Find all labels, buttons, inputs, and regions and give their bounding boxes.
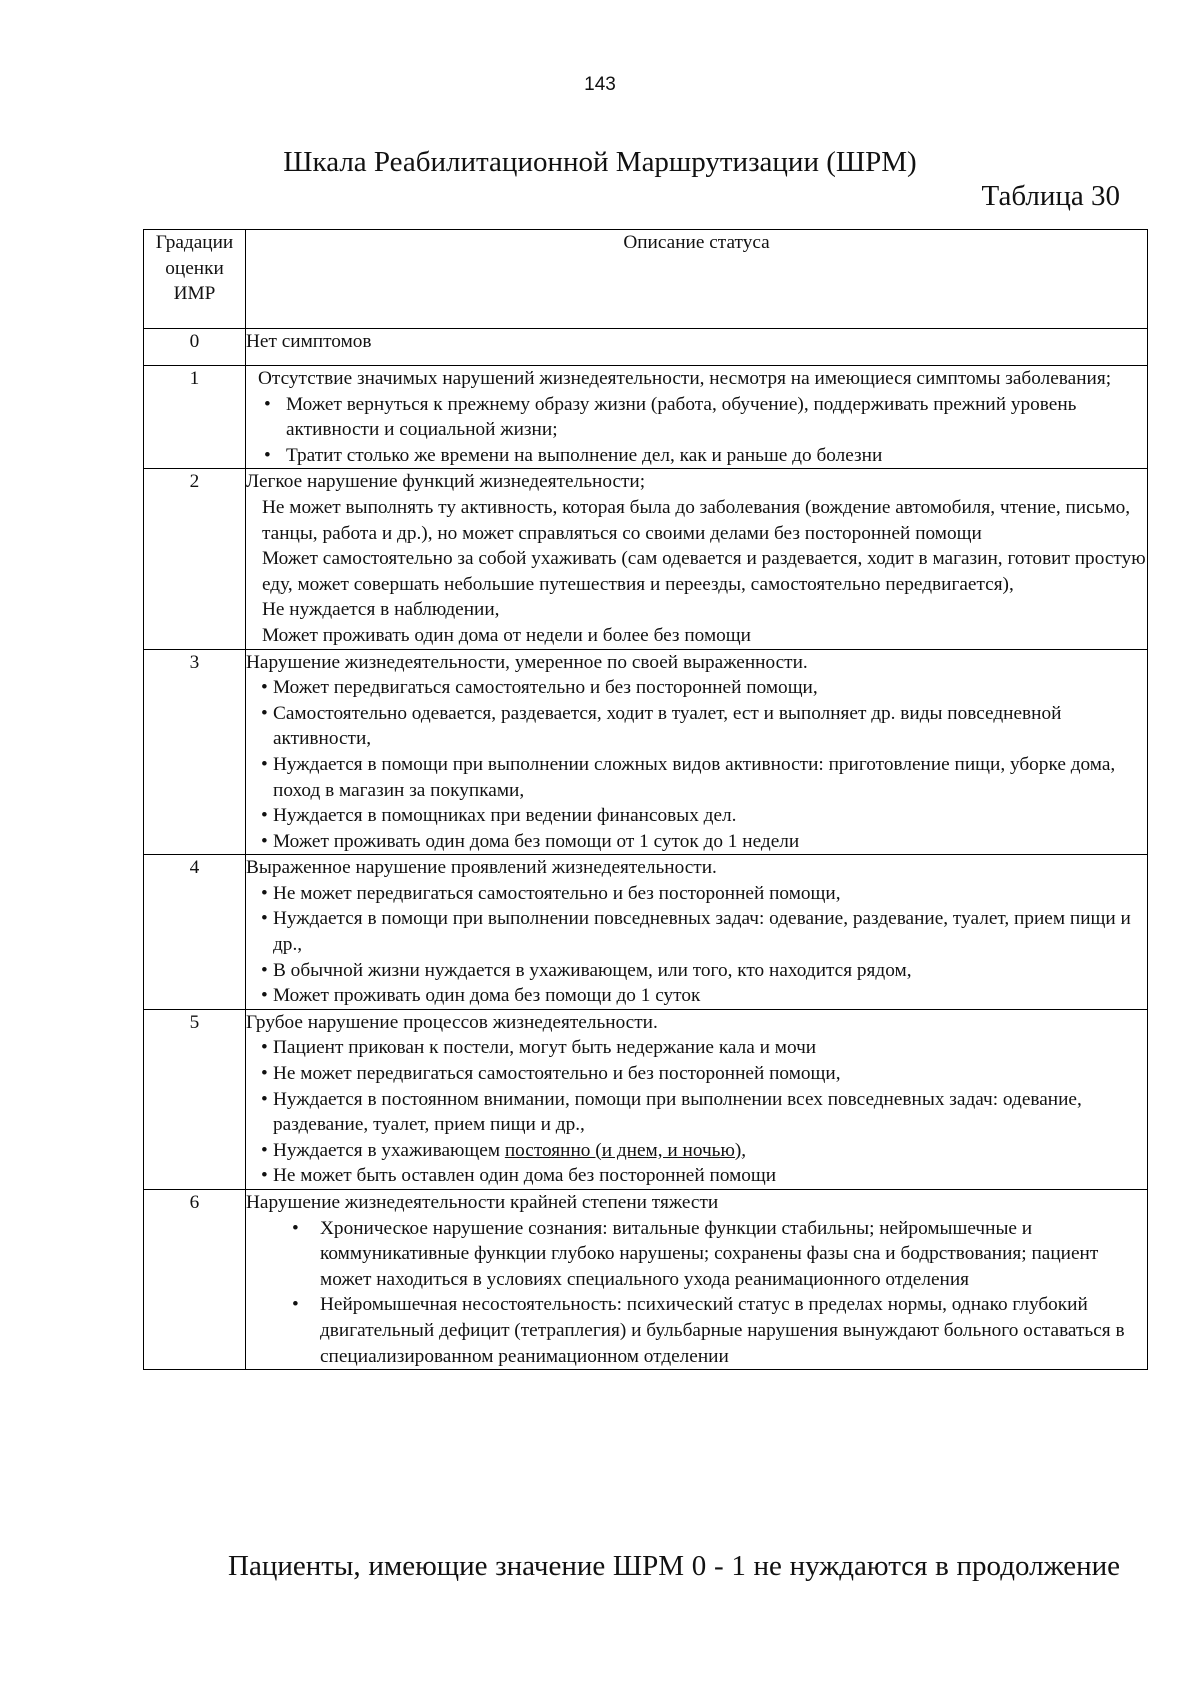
list-item: • Может проживать один дома без помощи до 1 суток xyxy=(261,983,1147,1009)
list-item-text: Нуждается в ухаживающем xyxy=(273,1139,505,1161)
grade-cell: 1 xyxy=(144,366,246,469)
description-line: Не может выполнять ту активность, которая была до заболевания (вождение автомобиля, чтение, письмо, танцы, работа и др.), но может справляться со своими делами без посторонней помощи xyxy=(262,496,1131,544)
description-cell xyxy=(246,1009,1148,1189)
description-cell xyxy=(246,1190,1148,1370)
list-item: • Может проживать один дома без помощи от 1 суток до 1 недели xyxy=(261,829,1147,855)
list-item: • Может передвигаться самостоятельно и без посторонней помощи, xyxy=(261,675,1147,701)
description-cell xyxy=(246,469,1148,649)
rehab-scale-table xyxy=(143,229,1148,1370)
list-item: • Не может передвигаться самостоятельно и без посторонней помощи, xyxy=(261,881,1147,907)
list-item: • Нуждается в помощниках при ведении финансовых дел. xyxy=(261,803,1147,829)
description-cell xyxy=(246,366,1148,469)
list-item-text: , xyxy=(741,1139,747,1161)
description-lead: Нарушение жизнедеятельности, умеренное по своей выраженности. xyxy=(246,651,808,673)
bullet-list xyxy=(246,881,1147,1009)
underlined-text: постоянно (и днем, и ночью) xyxy=(504,1139,742,1161)
table-row xyxy=(144,649,1148,855)
list-item: • Нейромышечная несостоятельность: психический статус в пределах нормы, однако глубокий двигательный дефицит (тетраплегия) и бульбарные нарушения вынуждают больного оставаться в специализированном реанимационном отделении xyxy=(292,1292,1147,1369)
table-row xyxy=(144,469,1148,649)
table-row xyxy=(144,1190,1148,1370)
list-item: • Может вернуться к прежнему образу жизни (работа, обучение), поддерживать прежний уровень активности и социальной жизни; xyxy=(258,392,1147,443)
table-row xyxy=(144,1009,1148,1189)
grade-cell: 0 xyxy=(144,329,246,366)
list-item: • Самостоятельно одевается, раздевается, ходит в туалет, ест и выполняет др. виды повседневной активности, xyxy=(261,701,1147,752)
table-row xyxy=(144,366,1148,469)
grade-cell: 6 xyxy=(144,1190,246,1370)
description-line: Нет симптомов xyxy=(246,331,372,352)
table-row xyxy=(144,329,1148,366)
grade-cell: 3 xyxy=(144,649,246,855)
list-item: • Не может быть оставлен один дома без посторонней помощи xyxy=(261,1163,1147,1189)
description-cell xyxy=(246,649,1148,855)
description-lead: Нарушение жизнедеятельности крайней степени тяжести xyxy=(246,1192,719,1213)
description-line: Не нуждается в наблюдении, xyxy=(262,599,500,621)
grade-cell: 4 xyxy=(144,855,246,1010)
list-item: • Хроническое нарушение сознания: витальные функции стабильны; нейромышечные и коммуникативные функции глубоко нарушены; сохранены фазы сна и бодрствования; пациент может находиться в условиях специального ухода реанимационного отделения xyxy=(292,1216,1147,1293)
list-item: • Не может передвигаться самостоятельно и без посторонней помощи, xyxy=(261,1061,1147,1087)
description-cell xyxy=(246,329,1148,366)
description-lead: Отсутствие значимых нарушений жизнедеятельности, несмотря на имеющиеся симптомы заболевания; xyxy=(258,368,1112,389)
list-item: • Нуждается в постоянном внимании, помощи при выполнении всех повседневных задач: одевание, раздевание, туалет, прием пищи и др., xyxy=(261,1087,1147,1138)
bullet-list xyxy=(258,392,1147,469)
list-item: • В обычной жизни нуждается в ухаживающем, или того, кто находится рядом, xyxy=(261,958,1147,984)
grade-cell: 2 xyxy=(144,469,246,649)
description-cell xyxy=(246,855,1148,1010)
description-line: Может проживать один дома от недели и более без помощи xyxy=(262,624,751,646)
list-item: • Нуждается в помощи при выполнении повседневных задач: одевание, раздевание, туалет, прием пищи и др., xyxy=(261,906,1147,957)
page-title: Шкала Реабилитационной Маршрутизации (ШРМ) xyxy=(283,146,917,178)
list-item xyxy=(261,1138,1147,1164)
table-label: Таблица 30 xyxy=(981,180,1120,212)
bullet-list xyxy=(246,1035,1147,1189)
body-paragraph: Пациенты, имеющие значение ШРМ 0 - 1 не нуждаются в продолжение xyxy=(228,1550,1120,1582)
list-item: • Нуждается в помощи при выполнении сложных видов активности: приготовление пищи, уборке дома, поход в магазин за покупками, xyxy=(261,752,1147,803)
table-row xyxy=(144,855,1148,1010)
description-line: Может самостоятельно за собой ухаживать (сам одевается и раздевается, ходит в магазин, готовит простую еду, может совершать небольшие путешествия и переезды, самостоятельно передвигается), xyxy=(262,548,1146,595)
grade-cell: 5 xyxy=(144,1009,246,1189)
description-lead: Легкое нарушение функций жизнедеятельности; xyxy=(246,471,646,493)
bullet-list xyxy=(246,675,1147,854)
description-lead: Выраженное нарушение проявлений жизнедеятельности. xyxy=(246,857,717,879)
description-lead: Грубое нарушение процессов жизнедеятельности. xyxy=(246,1011,658,1033)
header-grade: Градации оценки ИМР xyxy=(144,230,246,329)
bullet-list xyxy=(246,1216,1147,1370)
list-item: • Пациент прикован к постели, могут быть недержание кала и мочи xyxy=(261,1035,1147,1061)
page-number: 143 xyxy=(584,74,616,95)
table-header-row xyxy=(144,230,1148,329)
list-item: • Тратит столько же времени на выполнение дел, как и раньше до болезни xyxy=(258,443,1147,469)
header-description: Описание статуса xyxy=(246,230,1148,329)
